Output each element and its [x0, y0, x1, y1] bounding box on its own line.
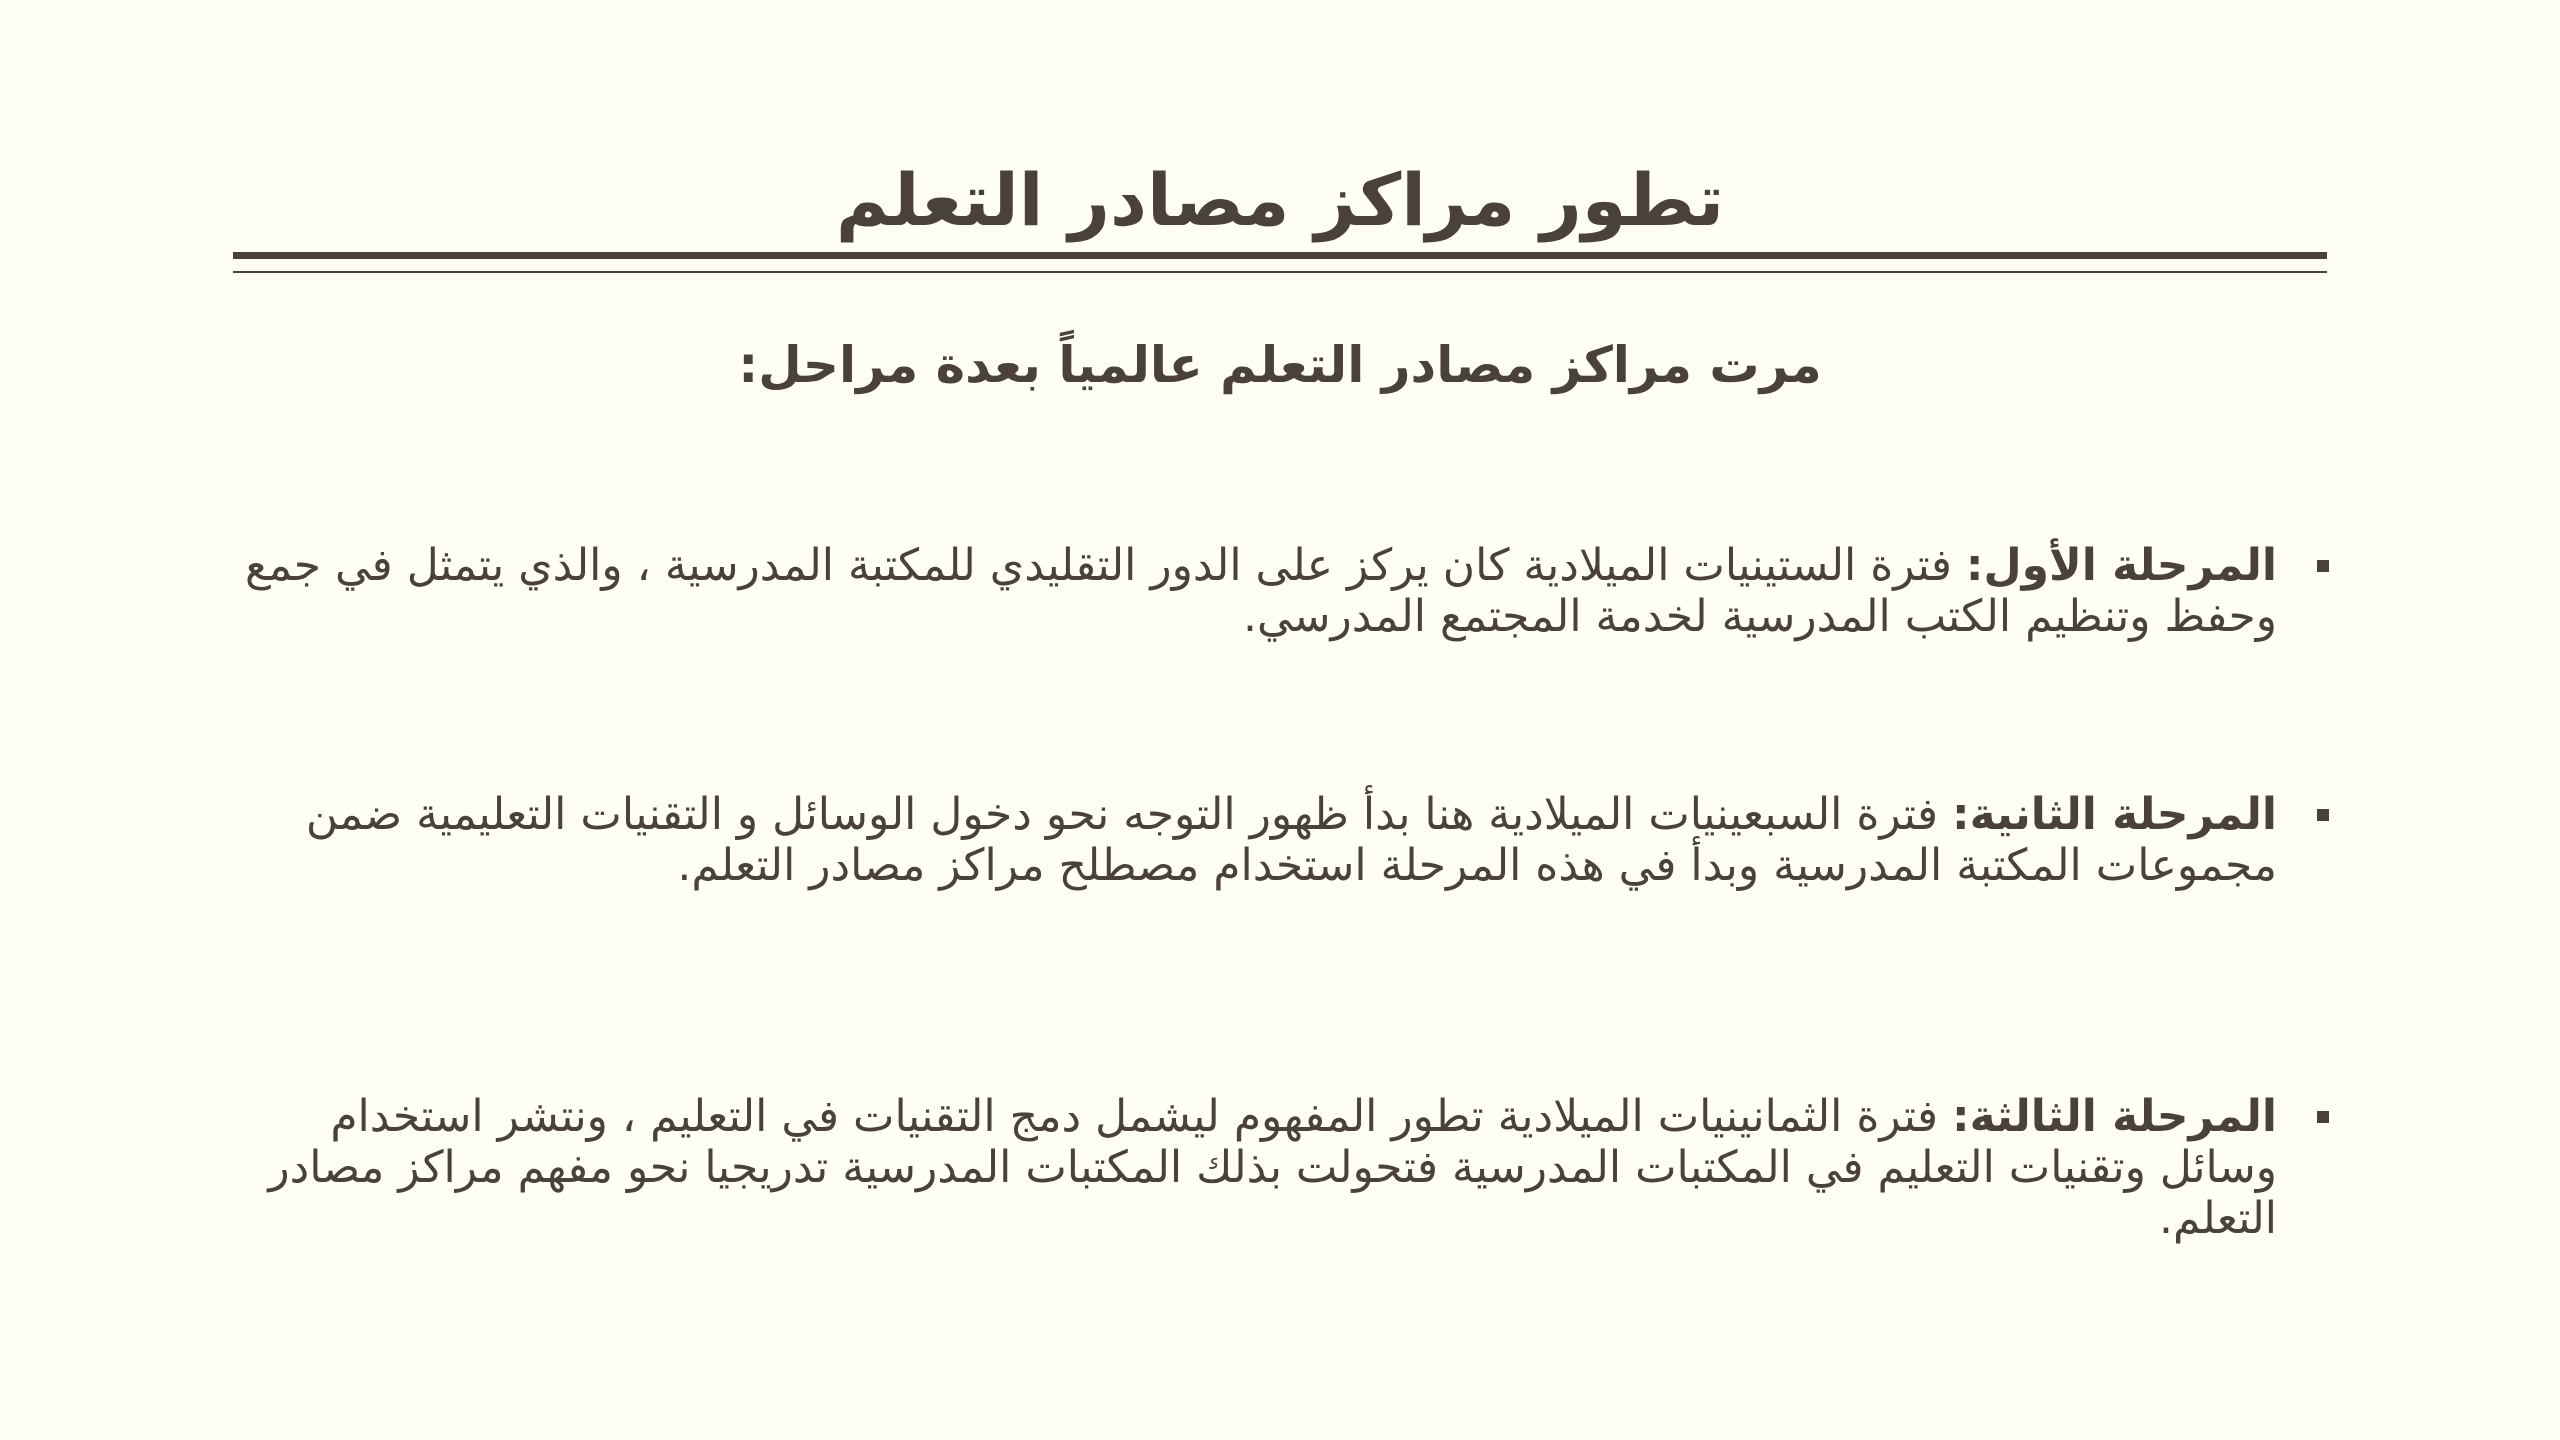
square-bullet-icon	[2317, 809, 2329, 821]
list-item	[230, 1091, 2277, 1244]
stage-label: المرحلة الثانية:	[1952, 789, 2277, 840]
slide-subtitle: مرت مراكز مصادر التعلم عالمياً بعدة مراحل:	[738, 336, 1822, 394]
stages-list	[230, 0, 2277, 1440]
square-bullet-icon	[2317, 560, 2329, 572]
stage-text: فترة السبعينيات الميلادية هنا بدأ ظهور التوجه نحو دخول الوسائل و التقنيات التعليمية ضمن مجموعات المكتبة المدرسية وبدأ في هذه المرحلة استخدام مصطلح مراكز مصادر التعلم.	[305, 789, 2277, 891]
stage-text: فترة الستينيات الميلادية كان يركز على الدور التقليدي للمكتبة المدرسية ، والذي يتمثل في جمع وحفظ وتنظيم الكتب المدرسية لخدمة المجتمع المدرسي.	[244, 540, 2277, 642]
list-item	[230, 789, 2277, 891]
square-bullet-icon	[2317, 1111, 2329, 1123]
stage-label: المرحلة الأول:	[1965, 540, 2277, 591]
list-item	[230, 540, 2277, 642]
stage-text: فترة الثمانينيات الميلادية تطور المفهوم ليشمل دمج التقنيات في التعليم ، ونتشر استخدام وسائل وتقنيات التعليم في المكتبات المدرسية فتحولت بذلك المكتبات المدرسية تدريجيا نحو مفهم مراكز مصادر التعلم.	[268, 1091, 2277, 1244]
stage-label: المرحلة الثالثة:	[1952, 1091, 2277, 1142]
slide-title: تطور مراكز مصادر التعلم	[835, 158, 1725, 242]
